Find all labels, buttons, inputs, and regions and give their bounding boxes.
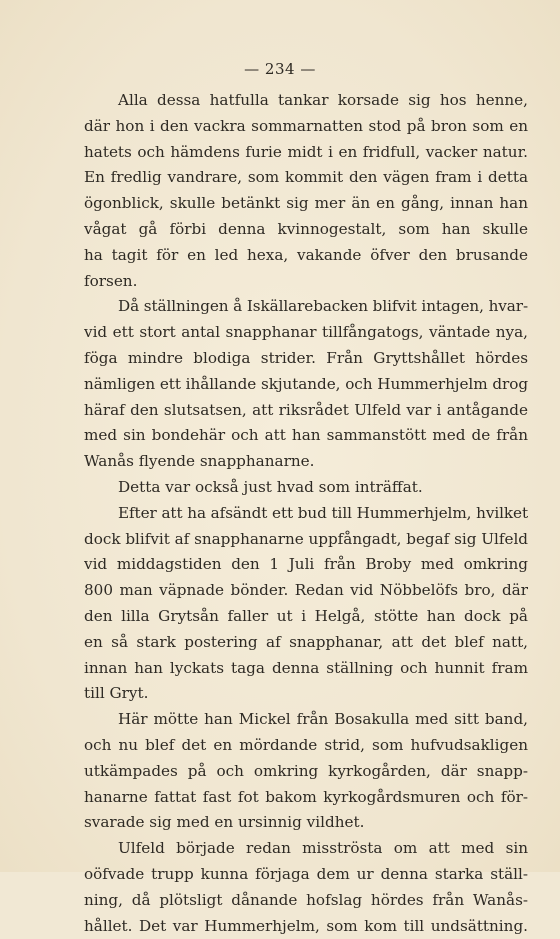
- text-line: 800 man väpnade bönder. Redan vid Nöbbelöfs bro, där: [84, 578, 528, 604]
- text-line: häraf den slutsatsen, att riksrådet Ulfeld var i antågande: [84, 398, 528, 424]
- text-line: dock blifvit af snapphanarne uppfångadt, begaf sig Ulfeld: [84, 527, 528, 553]
- text-line: föga mindre blodiga strider. Från Gryttshållet hördes: [84, 346, 528, 372]
- body-text: [84, 88, 528, 939]
- text-line: nämligen ett ihållande skjutande, och Hummerhjelm drog: [84, 372, 528, 398]
- text-line: vid ett stort antal snapphanar tillfångatogs, väntade nya,: [84, 320, 528, 346]
- text-line: Här mötte han Mickel från Bosakulla med sitt band,: [84, 707, 528, 733]
- text-line: där hon i den vackra sommarnatten stod på bron som en: [84, 114, 528, 140]
- text-line: ögonblick, skulle betänkt sig mer än en gång, innan han: [84, 191, 528, 217]
- text-line: den lilla Grytsån faller ut i Helgå, stötte han dock på: [84, 604, 528, 630]
- text-line: vid middagstiden den 1 Juli från Broby med omkring: [84, 552, 528, 578]
- text-line: hanarne fattat fast fot bakom kyrkogårdsmuren och för-: [84, 785, 528, 811]
- text-line: innan han lyckats taga denna ställning och hunnit fram: [84, 656, 528, 682]
- text-line: Ulfeld började redan misströsta om att med sin: [84, 836, 528, 862]
- text-line: Detta var också just hvad som inträffat.: [84, 475, 528, 501]
- text-line: hatets och hämdens furie midt i en fridfull, vacker natur.: [84, 140, 528, 166]
- text-line: Wanås flyende snapphanarne.: [84, 449, 528, 475]
- text-line: med sin bondehär och att han sammanstött med de från: [84, 423, 528, 449]
- text-line: till Gryt.: [84, 681, 528, 707]
- text-line: Efter att ha afsändt ett bud till Hummerhjelm, hvilket: [84, 501, 528, 527]
- text-line: ha tagit för en led hexa, vakande öfver den brusande: [84, 243, 528, 269]
- text-line: Alla dessa hatfulla tankar korsade sig hos henne,: [84, 88, 528, 114]
- text-line: En fredlig vandrare, som kommit den vägen fram i detta: [84, 165, 528, 191]
- page-number: — 234 —: [0, 60, 560, 78]
- text-line: oöfvade trupp kunna förjaga dem ur denna starka ställ-: [84, 862, 528, 888]
- text-line: Då ställningen å Iskällarebacken blifvit intagen, hvar-: [84, 294, 528, 320]
- text-line: forsen.: [84, 269, 528, 295]
- text-line: utkämpades på och omkring kyrkogården, där snapp-: [84, 759, 528, 785]
- text-line: vågat gå förbi denna kvinnogestalt, som han skulle: [84, 217, 528, 243]
- text-line: svarade sig med en ursinnig vildhet.: [84, 810, 528, 836]
- text-line: en så stark postering af snapphanar, att det blef natt,: [84, 630, 528, 656]
- text-line: ning, då plötsligt dånande hofslag hördes från Wanås-: [84, 888, 528, 914]
- text-line: och nu blef det en mördande strid, som hufvudsakligen: [84, 733, 528, 759]
- text-line: hållet. Det var Hummerhjelm, som kom till undsättning.: [84, 914, 528, 939]
